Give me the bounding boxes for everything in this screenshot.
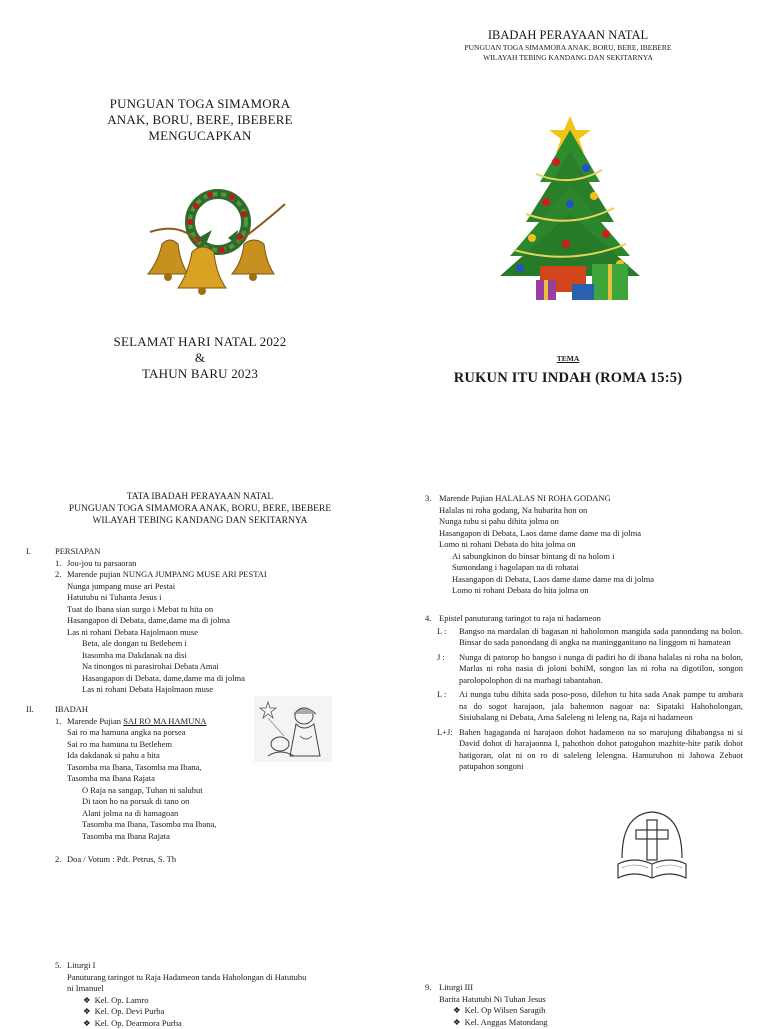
item-number: 2. bbox=[55, 854, 67, 866]
lyric-line: Las ni rohani Debata Hajolmaon muse bbox=[67, 627, 386, 639]
lyric-line: Tuat do Ibana sian surgo i Mebat tu hita on bbox=[67, 604, 386, 616]
lyric-line: Sai ro ma hamuna tu Betlehem bbox=[67, 739, 386, 751]
item-number: 1. bbox=[55, 716, 67, 728]
section-number: I. bbox=[26, 546, 55, 558]
item-title: Epistel panuturang taringot tu raja ni hadameon bbox=[439, 613, 601, 625]
section-ibadah bbox=[26, 704, 386, 866]
lyric-line: Lomo ni rohani Debata do hita jolma on bbox=[439, 539, 745, 551]
cover-title: IBADAH PERAYAAN NATAL bbox=[418, 28, 718, 43]
song-verse-1 bbox=[26, 727, 386, 785]
list-item bbox=[453, 1005, 745, 1017]
liturgi-3 bbox=[425, 982, 745, 1028]
item-prefix: Marende Pujian bbox=[67, 716, 123, 726]
family-name: Kel. Op Wilsen Saragih bbox=[465, 1005, 546, 1017]
item-number: 9. bbox=[425, 982, 439, 994]
song-verse-1 bbox=[425, 505, 745, 551]
speaker-label: J : bbox=[437, 652, 459, 687]
lyric-line: Beta, ale dongan tu Betlehem i bbox=[82, 638, 386, 650]
lyric-line: Ai sabungkinon do binsar bintang di na holom i bbox=[452, 551, 745, 563]
song-halalas bbox=[425, 493, 745, 597]
lyric-line: Sumondang i hagolapan na di rohatai bbox=[452, 562, 745, 574]
response-text: Bangso na mardalan di bagasan ni haholomon mangida sada panondang na bolon. Binsar do sada panondang di angka na maningganitano na linggom ni hamatean bbox=[459, 626, 743, 649]
greeting-line-1: PUNGUAN TOGA SIMAMORA bbox=[80, 96, 320, 112]
section-number: II. bbox=[26, 704, 55, 716]
nativity-illustration-icon bbox=[254, 696, 332, 762]
greeting-line-3: MENGUCAPKAN bbox=[80, 128, 320, 144]
lyric-line: Alani jolma na di hamagoan bbox=[82, 808, 386, 820]
response-row bbox=[437, 652, 743, 687]
response-text: Bahen hagaganda ni harajaon dohot hadameon na so marujung dihabangsa ni si David dohot di harajaonna I, pahothon dohot patoguhon mazhite-hite patik dohot hatigoran, olat ni on ro di saleleng lelengna. Hamuruhon ni Jahowa Zebaot patupahon songoni bbox=[459, 727, 743, 773]
christmas-tree-icon bbox=[496, 104, 646, 306]
item-text bbox=[439, 493, 611, 505]
diamond-bullet-icon: ❖ bbox=[453, 1017, 461, 1029]
song-verse-1 bbox=[26, 581, 386, 639]
response-row bbox=[437, 689, 743, 724]
item-number: 4. bbox=[425, 613, 439, 625]
greeting-line-2: ANAK, BORU, BERE, IBEBERE bbox=[80, 112, 320, 128]
greeting-block bbox=[80, 96, 320, 144]
response-row bbox=[437, 727, 743, 773]
item-title: Liturgi III bbox=[439, 982, 473, 994]
lyric-line: Tasomba ma Ibana Rajata bbox=[67, 773, 386, 785]
song-title: HALALAS NI ROHA GODANG bbox=[495, 493, 610, 503]
liturgi-1 bbox=[55, 960, 375, 1029]
cover-subtitle-1: PUNGUAN TOGA SIMAMORA ANAK, BORU, BERE, IBEBERE bbox=[418, 43, 718, 53]
lyric-line: Tasomba ma Ibana, Tasomba ma Ibana, bbox=[67, 762, 386, 774]
family-name: Kel. Op. Lamro bbox=[95, 995, 149, 1007]
wish-block bbox=[80, 334, 320, 382]
program-title-block bbox=[40, 491, 360, 527]
lyric-line: O Raja na sangap, Tuhan ni saluhut bbox=[82, 785, 386, 797]
item-text bbox=[67, 716, 207, 728]
song-verse-2 bbox=[26, 785, 386, 843]
lyric-line: Hatutubu ni Tuhanta Jesus i bbox=[67, 592, 386, 604]
cross-bible-icon bbox=[612, 806, 692, 886]
section-heading bbox=[26, 546, 386, 558]
section-title: PERSIAPAN bbox=[55, 546, 101, 558]
lyric-line: Na tinongos ni parasirohai Debata Amai bbox=[82, 661, 386, 673]
lyric-line: Nunga jumpang muse ari Pestai bbox=[67, 581, 386, 593]
song-title: SAI RO MA HAMUNA bbox=[123, 716, 206, 726]
section-title: IBADAH bbox=[55, 704, 88, 716]
wish-new-year: TAHUN BARU 2023 bbox=[80, 366, 320, 382]
section-persiapan bbox=[26, 546, 386, 696]
speaker-label: L : bbox=[437, 689, 459, 724]
item-number: 5. bbox=[55, 960, 67, 972]
lyric-line: Las ni rohani Debata Hajolmaon muse bbox=[82, 684, 386, 696]
list-item bbox=[83, 995, 375, 1007]
diamond-bullet-icon: ❖ bbox=[83, 995, 91, 1007]
lyric-line: Hasangapon di Debata, Laos dame dame dame ma di jolma bbox=[452, 574, 745, 586]
family-name: Kel. Op. Dearmora Purba bbox=[95, 1018, 182, 1029]
response-row bbox=[437, 626, 743, 649]
item-heading bbox=[55, 960, 375, 972]
section-heading bbox=[26, 704, 386, 716]
list-item bbox=[26, 569, 386, 581]
epistel-responses bbox=[425, 626, 743, 773]
item-heading bbox=[425, 613, 743, 625]
program-title: TATA IBADAH PERAYAAN NATAL bbox=[40, 491, 360, 503]
wish-christmas: SELAMAT HARI NATAL 2022 bbox=[80, 334, 320, 350]
item-heading bbox=[425, 982, 745, 994]
list-item bbox=[26, 716, 386, 728]
epistel-section bbox=[425, 613, 743, 773]
lyric-line: Halalas ni roha godang, Na hubarita hon on bbox=[439, 505, 745, 517]
cover-header bbox=[418, 28, 718, 63]
lyric-line: Hasangapon di Debata, Laos dame dame dame ma di jolma bbox=[439, 528, 745, 540]
song-verse-2 bbox=[425, 551, 745, 597]
item-number: 2. bbox=[55, 569, 67, 581]
cover-subtitle-2: WILAYAH TEBING KANDANG DAN SEKITARNYA bbox=[418, 53, 718, 63]
list-item bbox=[26, 558, 386, 570]
lyric-line: Hasangapon di Debata, dame,dame ma di jolma bbox=[82, 673, 386, 685]
description-line: ni Imanuel bbox=[67, 983, 375, 995]
wish-ampersand: & bbox=[80, 350, 320, 366]
lyric-line: Nunga tubu si pahu dihita jolma on bbox=[439, 516, 745, 528]
diamond-bullet-icon: ❖ bbox=[453, 1005, 461, 1017]
item-heading bbox=[425, 493, 745, 505]
list-item bbox=[83, 1018, 375, 1029]
item-text bbox=[67, 569, 267, 581]
list-item bbox=[83, 1006, 375, 1018]
response-text: Ai nunga tubu dihita sada poso-poso, dilehon tu hita sada Anak pampe tu ambara na do sogot harajaon, jala bahennon nagoar na: Sipataki Hahoholongan, Sisiubalang ni Debata, Ama Saleleng ni leleng na, Raja ni hadameon bbox=[459, 689, 743, 724]
item-prefix: Marende Pujian bbox=[439, 493, 495, 503]
song-title: NUNGA JUMPANG MUSE ARI PESTAI bbox=[123, 569, 267, 579]
program-subtitle-2: WILAYAH TEBING KANDANG DAN SEKITARNYA bbox=[40, 515, 360, 527]
item-text: Doa / Votum : Pdt. Petrus, S. Th bbox=[67, 854, 176, 866]
item-text: Jou-jou tu parsaoran bbox=[67, 558, 136, 570]
description-line: Panuturang taringot tu Raja Hadameon tanda Haholongan di Hatutubu bbox=[67, 972, 375, 984]
response-text: Nunga di patorop ho bangso i nunga di padiri ho di ibana halalas ni roha na bolon, Marlas ni roha nasia di joloni bohiM, songon las ni roha na digotilon, songon parolopolophon di na marbagi tabantaban. bbox=[459, 652, 743, 687]
lyric-line: Di taon ho na porsuk di tano on bbox=[82, 796, 386, 808]
item-number: 1. bbox=[55, 558, 67, 570]
speaker-label: L+J: bbox=[437, 727, 459, 773]
lyric-line: Hasangapon di Debata, dame,dame ma di jolma bbox=[67, 615, 386, 627]
song-verse-2 bbox=[26, 638, 386, 696]
list-item bbox=[453, 1017, 745, 1029]
item-prefix: Marende pujian bbox=[67, 569, 123, 579]
program-subtitle-1: PUNGUAN TOGA SIMAMORA ANAK, BORU, BERE, IBEBERE bbox=[40, 503, 360, 515]
item-description: Barita Hatutubi Ni Tuhan Jesus bbox=[425, 994, 745, 1006]
lyric-line: Lomo ni rohani Debata do hita jolma on bbox=[452, 585, 745, 597]
list-item bbox=[26, 854, 386, 866]
family-name: Kel. Op. Devi Purba bbox=[95, 1006, 165, 1018]
lyric-line: Sai ro ma hamuna angka na porsea bbox=[67, 727, 386, 739]
family-list bbox=[425, 1005, 745, 1028]
tema-title: RUKUN ITU INDAH (ROMA 15:5) bbox=[418, 370, 718, 387]
lyric-line: Tasomba ma Ibana Rajata bbox=[82, 831, 386, 843]
item-description bbox=[55, 972, 375, 995]
tema-label: TEMA bbox=[418, 354, 718, 363]
lyric-line: Tasomba ma Ibana, Tasomba ma Ibana, bbox=[82, 819, 386, 831]
family-name: Kel. Anggas Matondang bbox=[465, 1017, 548, 1029]
speaker-label: L : bbox=[437, 626, 459, 649]
christmas-bells-wreath-icon bbox=[140, 182, 290, 297]
item-number: 3. bbox=[425, 493, 439, 505]
diamond-bullet-icon: ❖ bbox=[83, 1018, 91, 1029]
item-title: Liturgi I bbox=[67, 960, 95, 972]
lyric-line: Ida dakdanak si pahu a hita bbox=[67, 750, 386, 762]
lyric-line: Itasomba ma Dakdanak na disi bbox=[82, 650, 386, 662]
diamond-bullet-icon: ❖ bbox=[83, 1006, 91, 1018]
